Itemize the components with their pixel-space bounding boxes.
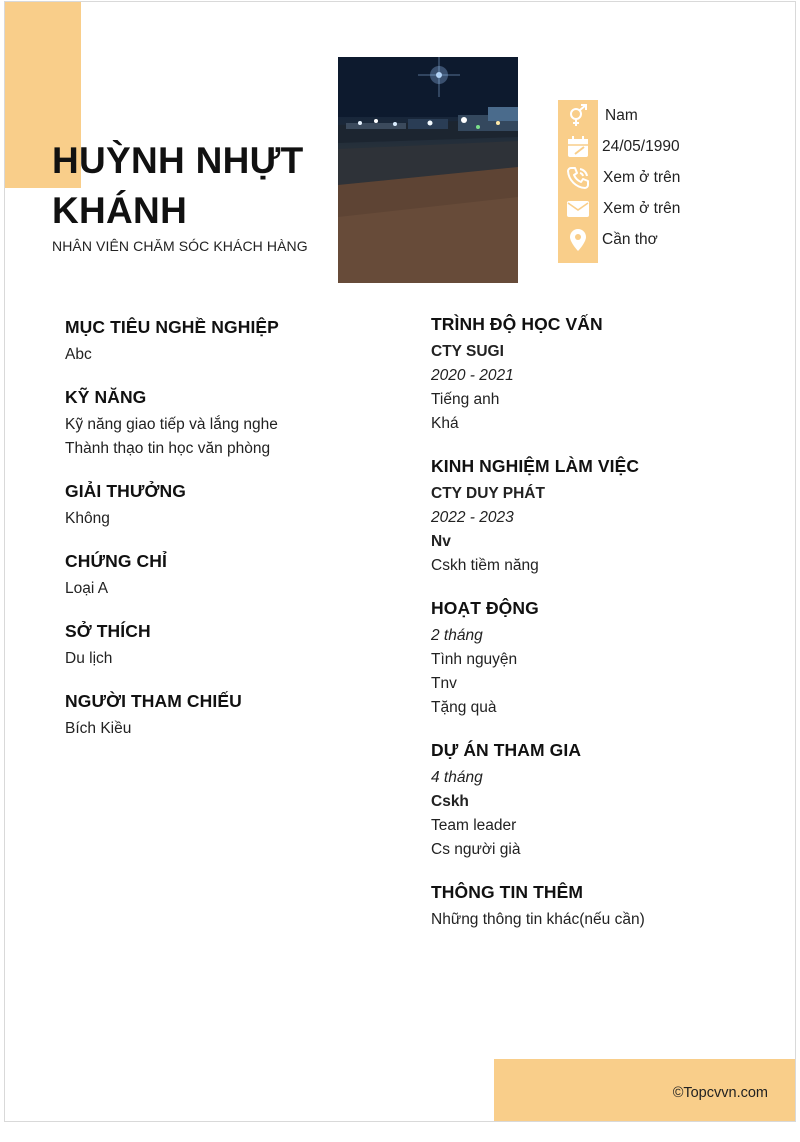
section-projects	[431, 738, 771, 862]
section-certificates	[65, 549, 405, 601]
email-icon	[558, 193, 598, 224]
education-period: 2020 - 2021	[431, 367, 514, 384]
contact-email	[558, 193, 680, 224]
section-title: KINH NGHIỆM LÀM VIỆC	[431, 456, 640, 476]
contact-email-text: Xem ở trên	[603, 199, 681, 217]
contact-phone-text: Xem ở trên	[603, 168, 681, 186]
certificates-text: Loại A	[65, 580, 109, 597]
section-title: SỞ THÍCH	[65, 621, 151, 641]
experience-description: Cskh tiềm năng	[431, 557, 539, 574]
contact-birthday	[558, 131, 680, 162]
education-major: Tiếng anh	[431, 391, 500, 408]
skill-item: Kỹ năng giao tiếp và lắng nghe	[65, 416, 278, 433]
activity-item: Tnv	[431, 675, 457, 692]
education-grade: Khá	[431, 415, 459, 432]
project-role: Team leader	[431, 817, 517, 834]
gender-icon	[558, 100, 598, 131]
experience-company: CTY DUY PHÁT	[431, 485, 545, 502]
awards-text: Không	[65, 510, 110, 527]
section-hobbies	[65, 619, 405, 671]
section-title: THÔNG TIN THÊM	[431, 882, 584, 902]
location-icon	[558, 224, 598, 255]
contact-birthday-text: 24/05/1990	[602, 137, 680, 155]
project-period: 4 tháng	[431, 769, 483, 786]
section-objective	[65, 315, 405, 367]
section-additional-info	[431, 880, 771, 932]
contact-gender-text: Nam	[605, 106, 638, 124]
section-experience	[431, 454, 771, 578]
phone-icon	[558, 162, 598, 193]
section-awards	[65, 479, 405, 531]
references-text: Bích Kiều	[65, 720, 132, 737]
profile-photo	[338, 57, 518, 283]
section-title: NGƯỜI THAM CHIẾU	[65, 691, 242, 711]
right-column	[431, 312, 771, 950]
calendar-icon	[558, 131, 598, 162]
project-description: Cs người già	[431, 841, 521, 858]
section-title: TRÌNH ĐỘ HỌC VẤN	[431, 314, 603, 334]
contact-address-text: Cần thơ	[602, 230, 658, 248]
cv-page	[4, 1, 796, 1122]
education-school: CTY SUGI	[431, 343, 504, 360]
section-title: DỰ ÁN THAM GIA	[431, 740, 582, 760]
section-title: KỸ NĂNG	[65, 387, 147, 407]
contact-phone	[558, 162, 680, 193]
candidate-name-line1: HUỲNH NHỰT	[52, 140, 304, 181]
activity-item: Tình nguyện	[431, 651, 518, 668]
section-title: CHỨNG CHỈ	[65, 551, 167, 571]
candidate-name	[52, 136, 342, 236]
section-skills	[65, 385, 405, 461]
activity-item: Tặng quà	[431, 699, 497, 716]
project-name: Cskh	[431, 793, 469, 810]
experience-position: Nv	[431, 533, 451, 550]
hobbies-text: Du lịch	[65, 650, 113, 667]
section-title: HOẠT ĐỘNG	[431, 598, 539, 618]
experience-period: 2022 - 2023	[431, 509, 514, 526]
section-activities	[431, 596, 771, 720]
job-title: NHÂN VIÊN CHĂM SÓC KHÁCH HÀNG	[52, 238, 308, 254]
objective-text: Abc	[65, 346, 92, 363]
section-references	[65, 689, 405, 741]
activities-period: 2 tháng	[431, 627, 483, 644]
additional-info-text: Những thông tin khác(nếu cần)	[431, 911, 645, 928]
section-title: GIẢI THƯỞNG	[65, 481, 186, 501]
skill-item: Thành thạo tin học văn phòng	[65, 440, 271, 457]
left-column	[65, 315, 405, 759]
contact-gender	[558, 100, 638, 131]
section-title: MỤC TIÊU NGHỀ NGHIỆP	[65, 317, 279, 337]
footer-brand: ©Topcvvn.com	[672, 1085, 768, 1101]
contact-address	[558, 224, 658, 255]
section-education	[431, 312, 771, 436]
candidate-name-line2: KHÁNH	[52, 190, 188, 231]
